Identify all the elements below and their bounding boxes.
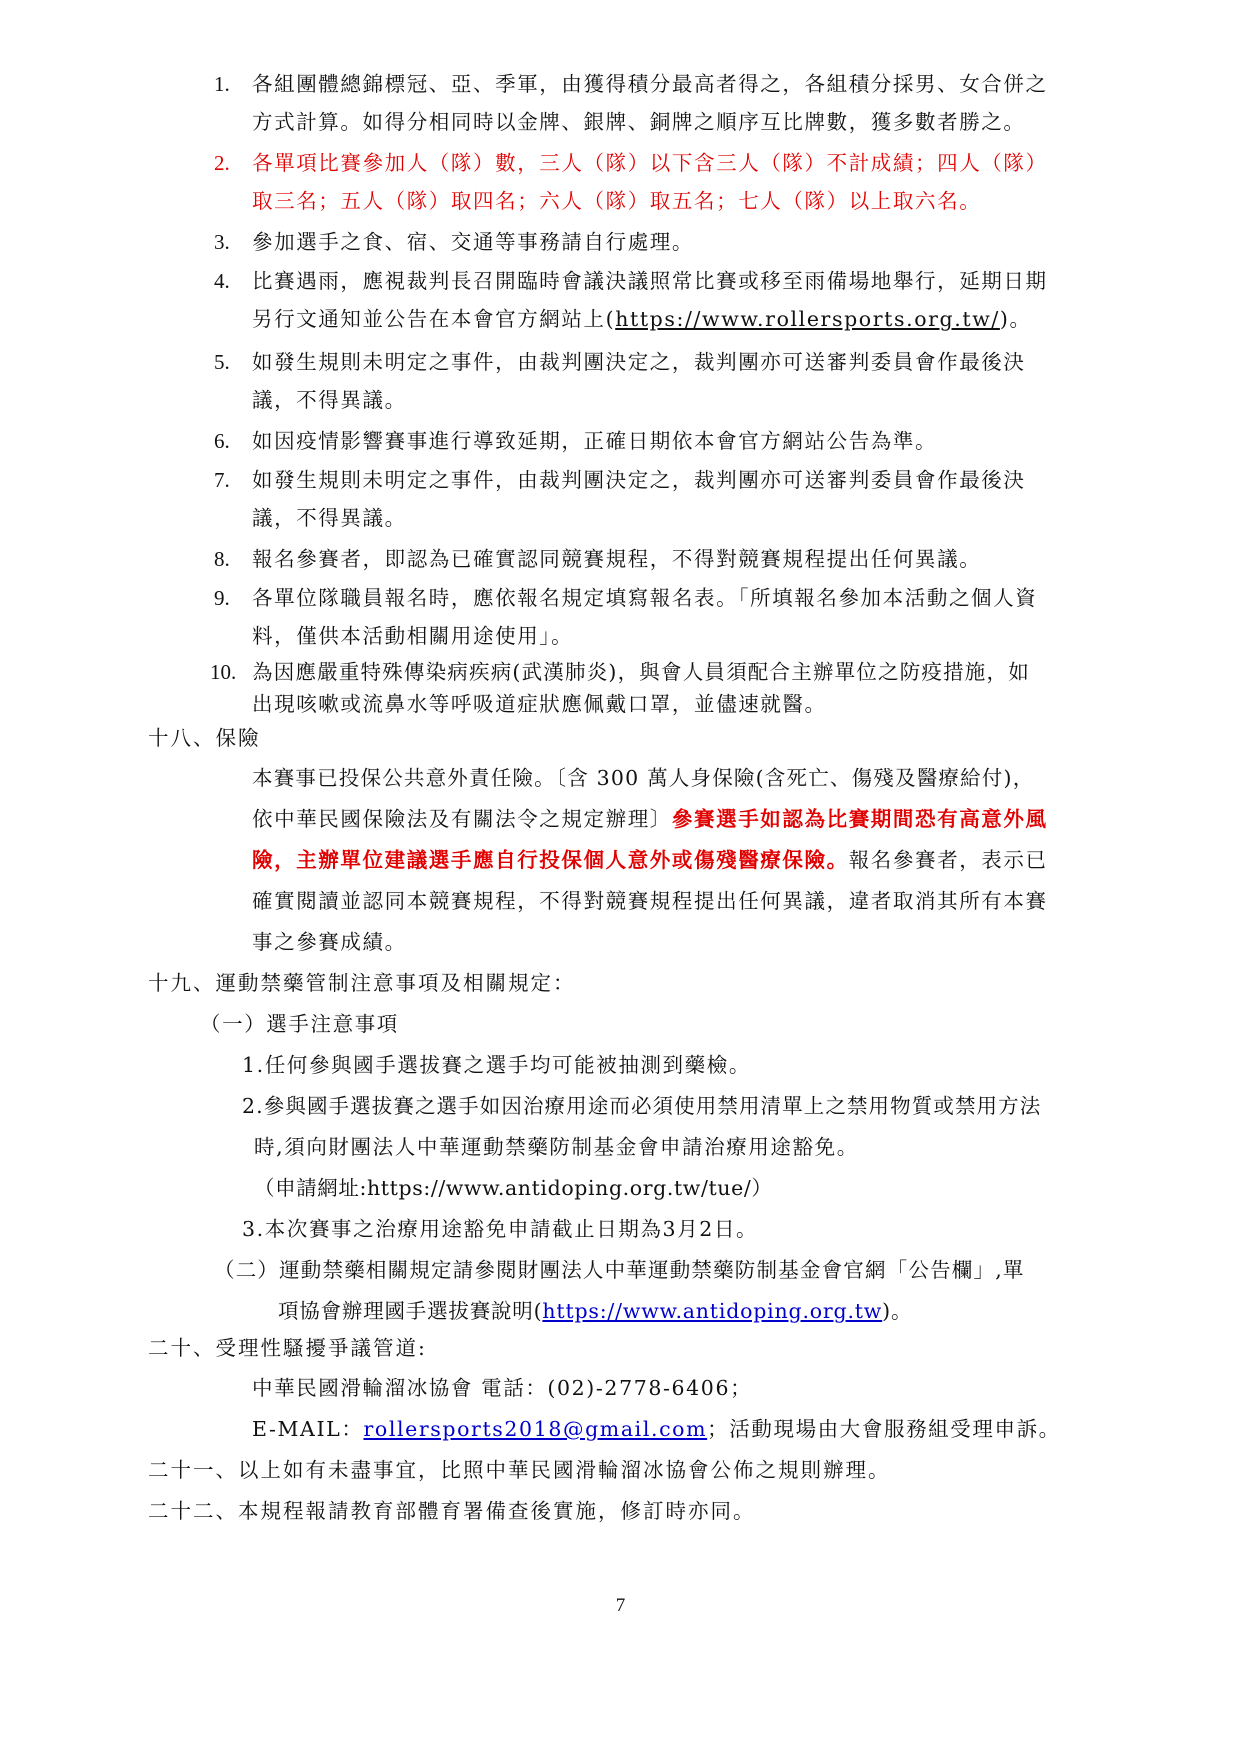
item-1-line-2: 方式計算。如得分相同時以金牌、銀牌、銅牌之順序互比牌數，獲多數者勝之。 [252,110,1026,134]
section-18-title: 十八、保險 [148,726,261,750]
section-18-warning-1: 參賽選手如認為比賽期間恐有高意外風 [671,807,1048,831]
section-20-title: 二十、受理性騷擾爭議管道: [148,1336,427,1360]
section-19-point-3: 3.本次賽事之治療用途豁免申請截止日期為3月2日。 [242,1217,759,1241]
item-6-line-1: 如因疫情影響賽事進行導致延期，正確日期依本會官方網站公告為準。 [252,429,938,453]
section-20-email-text: ；活動現場由大會服務組受理申訴。 [707,1417,1061,1441]
item-4-line-2-end: )。 [999,307,1032,331]
item-9-line-1: 各單位隊職員報名時，應依報名規定填寫報名表。「所填報名參加本活動之個人資 [252,586,1038,610]
section-18-line-3-text: 報名參賽者，表示已 [848,848,1048,872]
item-3-line-1: 參加選手之食、宿、交通等事務請自行處理。 [252,230,694,254]
item-7-number: 7. [214,468,230,492]
item-5-line-2: 議，不得異議。 [252,388,407,412]
section-19-sub-2-text: 項協會辦理國手選拔賽說明( [278,1299,543,1323]
item-3-number: 3. [214,230,230,254]
item-4-line-1: 比賽遇雨，應視裁判長召開臨時會議決議照常比賽或移至雨備場地舉行，延期日期 [252,269,1048,293]
page-number: 7 [615,1595,626,1616]
section-19-title: 十九、運動禁藥管制注意事項及相關規定： [148,971,576,995]
item-1-line-1: 各組團體總錦標冠、亞、季軍，由獲得積分最高者得之，各組積分採男、女合併之 [252,72,1048,96]
section-19-sub-2-line-2 [278,1295,912,1327]
section-18-line-1: 本賽事已投保公共意外責任險。〔含 300 萬人身保險(含死亡、傷殘及醫療給付)， [252,766,1035,790]
item-7-line-2: 議，不得異議。 [252,506,407,530]
section-20-phone-line: 中華民國滑輪溜冰協會 電話：(02)-2778-6406； [252,1376,753,1400]
item-6-number: 6. [214,429,230,453]
section-19-point-2c: （申請網址:https://www.antidoping.org.tw/tue/） [254,1176,773,1200]
section-20-email-line [252,1413,1061,1445]
item-9-line-2: 料，僅供本活動相關用途使用」。 [252,624,574,648]
section-19-sub-1-title: （一）選手注意事項 [200,1012,399,1036]
section-19-point-1: 1.任何參與國手選拔賽之選手均可能被抽測到藥檢。 [242,1053,751,1077]
section-22: 二十二、本規程報請教育部體育署備查後實施，修訂時亦同。 [148,1499,756,1523]
section-18-line-5: 事之參賽成績。 [252,930,407,954]
item-5-line-1: 如發生規則未明定之事件，由裁判團決定之，裁判團亦可送審判委員會作最後決 [252,350,1026,374]
item-10-line-2: 出現咳嗽或流鼻水等呼吸道症狀應佩戴口罩，並儘速就醫。 [252,692,827,716]
item-4-line-2 [252,303,1032,335]
rollersports-website-link[interactable]: https://www.rollersports.org.tw/ [615,307,1000,331]
item-4-number: 4. [214,269,230,293]
item-9-number: 9. [214,586,230,610]
item-4-line-2-text: 另行文通知並公告在本會官方網站上( [252,307,616,331]
section-18-line-2 [252,803,1048,835]
section-21: 二十一、以上如有未盡事宜，比照中華民國滑輪溜冰協會公佈之規則辦理。 [148,1458,891,1482]
section-19-point-2b: 時,須向財團法人中華運動禁藥防制基金會申請治療用途豁免。 [254,1135,859,1159]
antidoping-website-link[interactable]: https://www.antidoping.org.tw [542,1299,883,1323]
item-2-line-1: 各單項比賽參加人（隊）數，三人（隊）以下含三人（隊）不計成績；四人（隊） [252,151,1048,175]
item-1-number: 1. [214,72,230,96]
item-5-number: 5. [214,350,230,374]
section-18-line-3 [252,844,1048,876]
section-19-sub-2-end: )。 [882,1299,913,1323]
item-2-line-2: 取三名；五人（隊）取四名；六人（隊）取五名；七人（隊）以上取六名。 [252,189,982,213]
section-18-warning-2: 險，主辦單位建議選手應自行投保個人意外或傷殘醫療保險。 [252,848,849,872]
email-link[interactable]: rollersports2018@gmail.com [363,1417,708,1441]
item-10-line-1: 為因應嚴重特殊傳染病疾病(武漢肺炎)，與會人員須配合主辦單位之防疫措施，如 [252,660,1030,684]
section-19-sub-2-line-1: （二）運動禁藥相關規定請參閱財團法人中華運動禁藥防制基金會官網「公告欄」,單 [214,1258,1025,1282]
section-20-email-label: E-MAIL： [252,1417,364,1441]
section-18-line-4: 確實閱讀並認同本競賽規程，不得對競賽規程提出任何異議，違者取消其所有本賽 [252,889,1048,913]
item-7-line-1: 如發生規則未明定之事件，由裁判團決定之，裁判團亦可送審判委員會作最後決 [252,468,1026,492]
item-8-number: 8. [214,547,230,571]
item-8-line-1: 報名參賽者，即認為已確實認同競賽規程，不得對競賽規程提出任何異議。 [252,547,982,571]
section-18-line-2-text: 依中華民國保險法及有關法令之規定辦理〕 [252,807,672,831]
item-10-number: 10. [210,660,237,684]
section-19-point-2a: 2.參與國手選拔賽之選手如因治療用途而必須使用禁用清單上之禁用物質或禁用方法 [242,1094,1042,1118]
item-2-number: 2. [214,151,230,175]
